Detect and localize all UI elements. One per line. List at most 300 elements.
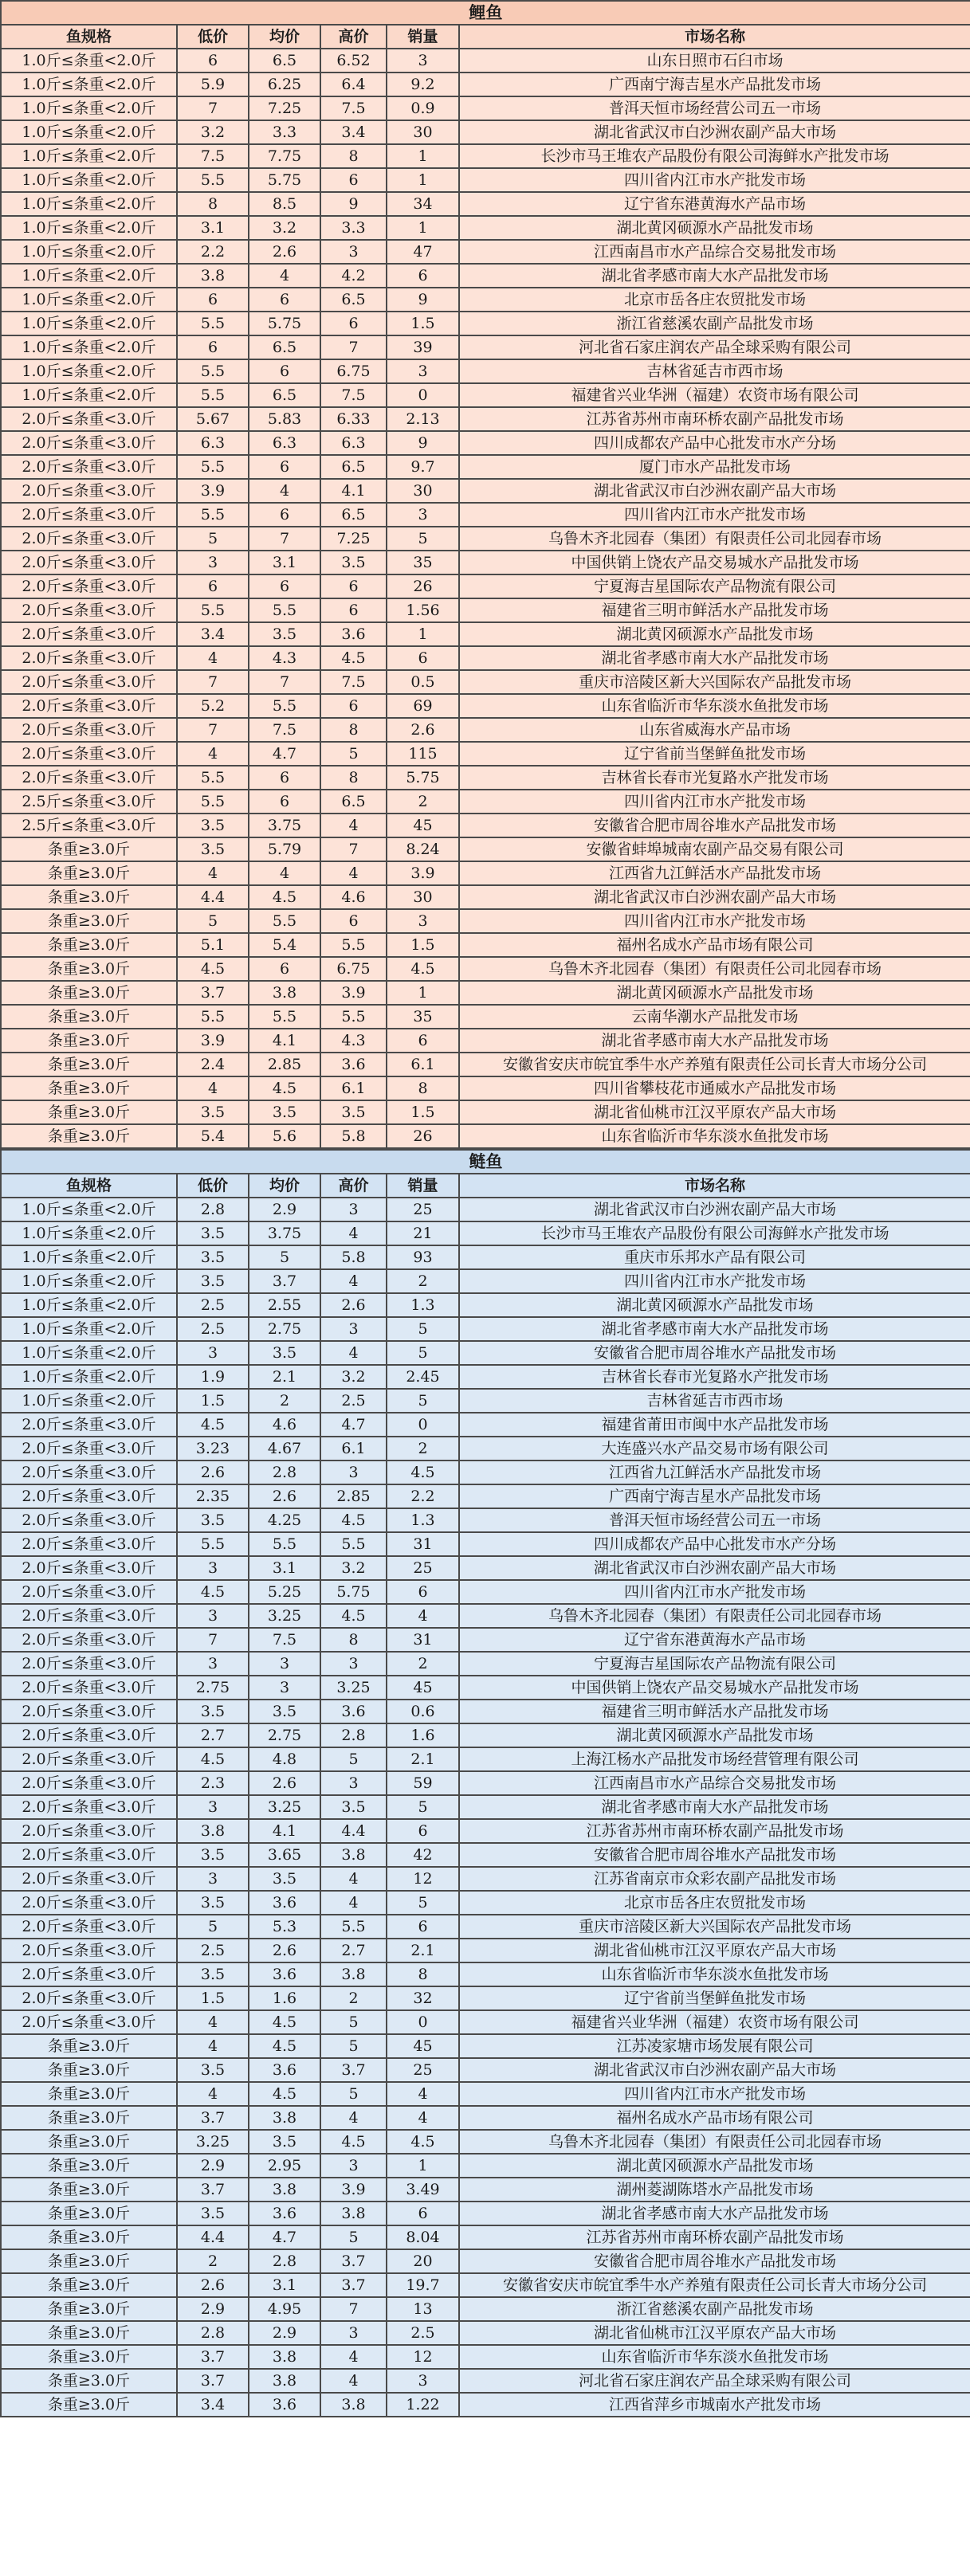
table-cell: 4 (177, 646, 249, 670)
table-cell: 5.6 (249, 1124, 320, 1148)
table-cell: 1.56 (387, 598, 459, 622)
table-cell: 7 (177, 1628, 249, 1652)
table-cell: 重庆市涪陵区新大兴国际农产品批发市场 (459, 670, 970, 694)
table-cell: 3 (320, 2321, 387, 2345)
table-cell: 6 (249, 503, 320, 527)
table-cell: 吉林省延吉市西市场 (459, 1389, 970, 1413)
table-cell: 乌鲁木齐北园春（集团）有限责任公司北园春市场 (459, 1604, 970, 1628)
table-cell: 湖北省仙桃市江汉平原农产品大市场 (459, 2321, 970, 2345)
table-cell: 4.5 (320, 646, 387, 670)
table-cell: 93 (387, 1245, 459, 1269)
table-cell: 2.0斤≤条重<3.0斤 (1, 1915, 177, 1939)
table-cell: 4 (320, 2106, 387, 2130)
table-cell: 4 (320, 2345, 387, 2369)
table-row (1, 1580, 970, 1604)
table-cell: 5.5 (177, 598, 249, 622)
table-row (1, 598, 970, 622)
table-cell: 0.5 (387, 670, 459, 694)
table-cell: 5.5 (249, 598, 320, 622)
table-cell: 1 (387, 2154, 459, 2178)
table-cell: 2.7 (177, 1723, 249, 1747)
table-cell: 广西南宁海吉星水产品批发市场 (459, 1484, 970, 1508)
table-cell: 5 (177, 1915, 249, 1939)
table-row (1, 240, 970, 264)
table-cell: 山东日照市石臼市场 (459, 49, 970, 73)
table-cell: 5.3 (249, 1915, 320, 1939)
table-cell: 3.4 (320, 120, 387, 144)
table-cell: 26 (387, 574, 459, 598)
table-cell: 湖北省武汉市白沙洲农副产品大市场 (459, 120, 970, 144)
table-cell: 3.25 (249, 1604, 320, 1628)
table-cell: 2.0斤≤条重<3.0斤 (1, 1939, 177, 1962)
table-row (1, 2345, 970, 2369)
table-cell: 2.6 (249, 1939, 320, 1962)
table-cell: 安徽省安庆市皖宜季牛水产养殖有限责任公司长青大市场分公司 (459, 1053, 970, 1076)
table-cell: 5 (177, 909, 249, 933)
table-cell: 1.6 (249, 1986, 320, 2010)
table-row (1, 1700, 970, 1723)
table-cell: 4.4 (320, 1819, 387, 1843)
table-cell: 2.8 (177, 1198, 249, 1221)
table-row (1, 2225, 970, 2249)
table-cell: 4 (249, 479, 320, 503)
table-row (1, 503, 970, 527)
table-cell: 上海江杨水产品批发市场经营管理有限公司 (459, 1747, 970, 1771)
table-cell: 4.5 (249, 2082, 320, 2106)
table-cell: 2.1 (387, 1747, 459, 1771)
table-cell: 4.5 (177, 957, 249, 981)
table-cell: 2.8 (320, 1723, 387, 1747)
table-cell: 5.75 (387, 766, 459, 790)
table-cell: 3.4 (177, 2393, 249, 2417)
table-row (1, 861, 970, 885)
table-cell: 3.5 (177, 814, 249, 837)
table-cell: 4 (177, 1076, 249, 1100)
table-cell: 1.0斤≤条重<2.0斤 (1, 359, 177, 383)
table-cell: 乌鲁木齐北园春（集团）有限责任公司北园春市场 (459, 2130, 970, 2154)
table-cell: 8 (320, 718, 387, 742)
table-cell: 条重≥3.0斤 (1, 2249, 177, 2273)
table-cell: 8 (320, 1628, 387, 1652)
table-cell: 6 (387, 2202, 459, 2225)
table-row (1, 1293, 970, 1317)
table-cell: 4.5 (177, 1747, 249, 1771)
table-cell: 4.5 (177, 1580, 249, 1604)
table-cell: 2 (177, 2249, 249, 2273)
table-cell: 2.5斤≤条重<3.0斤 (1, 790, 177, 814)
table-row (1, 73, 970, 96)
table-cell: 条重≥3.0斤 (1, 861, 177, 885)
table-cell: 2.95 (249, 2154, 320, 2178)
table-cell: 湖北黄冈硕源水产品批发市场 (459, 216, 970, 240)
table-cell: 8.24 (387, 837, 459, 861)
header-row (1, 1174, 970, 1198)
table-cell: 2.0斤≤条重<3.0斤 (1, 766, 177, 790)
table-cell: 3.25 (177, 2130, 249, 2154)
table-cell: 2.0斤≤条重<3.0斤 (1, 598, 177, 622)
table-cell: 2.0斤≤条重<3.0斤 (1, 574, 177, 598)
table-row (1, 216, 970, 240)
table-row (1, 144, 970, 168)
table-cell: 3.1 (249, 1556, 320, 1580)
table-cell: 2.6 (249, 1484, 320, 1508)
table-cell: 3.1 (249, 2273, 320, 2297)
table-cell: 47 (387, 240, 459, 264)
table-cell: 2.0斤≤条重<3.0斤 (1, 1891, 177, 1915)
table-row (1, 1891, 970, 1915)
table-cell: 2.5 (387, 2321, 459, 2345)
table-cell: 四川省内江市水产批发市场 (459, 503, 970, 527)
table-row (1, 1628, 970, 1652)
table-cell: 3.5 (177, 837, 249, 861)
table-row (1, 1341, 970, 1365)
table-cell: 3.8 (249, 2106, 320, 2130)
table-cell: 3 (320, 240, 387, 264)
table-cell: 19.7 (387, 2273, 459, 2297)
table-cell: 湖北省武汉市白沙洲农副产品大市场 (459, 885, 970, 909)
table-cell: 1.0斤≤条重<2.0斤 (1, 144, 177, 168)
table-row (1, 2178, 970, 2202)
table-cell: 3.9 (177, 1029, 249, 1053)
table-row (1, 455, 970, 479)
table-cell: 1.5 (387, 312, 459, 335)
table-cell: 45 (387, 814, 459, 837)
table-cell: 1.0斤≤条重<2.0斤 (1, 1198, 177, 1221)
table-cell: 重庆市乐邦水产品有限公司 (459, 1245, 970, 1269)
table-cell: 湖北省孝感市南大水产品批发市场 (459, 2202, 970, 2225)
table-cell: 浙江省慈溪农副产品批发市场 (459, 312, 970, 335)
table-cell: 河北省石家庄润农产品全球采购有限公司 (459, 335, 970, 359)
table-cell: 3.8 (249, 2178, 320, 2202)
table-cell: 7 (177, 718, 249, 742)
table-cell: 4 (320, 814, 387, 837)
table-cell: 6 (320, 168, 387, 192)
table-row (1, 1484, 970, 1508)
table-cell: 6 (177, 335, 249, 359)
table-cell: 四川省内江市水产批发市场 (459, 2082, 970, 2106)
table-cell: 35 (387, 1005, 459, 1029)
table-row (1, 2297, 970, 2321)
table-cell: 2.9 (249, 1198, 320, 1221)
table-cell: 2 (249, 1389, 320, 1413)
table-cell: 5.2 (177, 694, 249, 718)
table-row (1, 312, 970, 335)
table-cell: 1.3 (387, 1508, 459, 1532)
table-cell: 7.25 (249, 96, 320, 120)
table-row (1, 670, 970, 694)
table-cell: 2 (387, 1437, 459, 1461)
table-cell: 5 (177, 527, 249, 551)
table-cell: 4 (177, 2034, 249, 2058)
table-row (1, 1076, 970, 1100)
table-cell: 3 (177, 551, 249, 574)
table-cell: 4.6 (320, 885, 387, 909)
table-cell: 2.8 (249, 2249, 320, 2273)
table-cell: 5.9 (177, 73, 249, 96)
table-cell: 四川省内江市水产批发市场 (459, 1580, 970, 1604)
table-row (1, 1053, 970, 1076)
table-cell: 2.0斤≤条重<3.0斤 (1, 527, 177, 551)
table-row (1, 1771, 970, 1795)
table-cell: 2.0斤≤条重<3.0斤 (1, 1843, 177, 1867)
table-row (1, 933, 970, 957)
table-cell: 2.0斤≤条重<3.0斤 (1, 1413, 177, 1437)
table-cell: 辽宁省前当堡鲜鱼批发市场 (459, 742, 970, 766)
table-cell: 20 (387, 2249, 459, 2273)
table-cell: 3.3 (320, 216, 387, 240)
table-cell: 6.1 (320, 1437, 387, 1461)
table-cell: 2.55 (249, 1293, 320, 1317)
table-cell: 条重≥3.0斤 (1, 933, 177, 957)
table-cell: 2.6 (320, 1293, 387, 1317)
table-row (1, 1962, 970, 1986)
table-cell: 四川省内江市水产批发市场 (459, 909, 970, 933)
table-cell: 3.75 (249, 814, 320, 837)
table-cell: 3 (387, 2369, 459, 2393)
table-cell: 4.5 (387, 957, 459, 981)
table-row (1, 431, 970, 455)
table-cell: 5.25 (249, 1580, 320, 1604)
table-cell: 3.6 (249, 2393, 320, 2417)
table-cell: 长沙市马王堆农产品股份有限公司海鲜水产批发市场 (459, 144, 970, 168)
table-cell: 3.7 (177, 2178, 249, 2202)
table-cell: 7.5 (320, 383, 387, 407)
table-row (1, 1317, 970, 1341)
table-cell: 5.1 (177, 933, 249, 957)
table-cell: 福州名成水产品市场有限公司 (459, 933, 970, 957)
table-cell: 4 (320, 1269, 387, 1293)
table-cell: 条重≥3.0斤 (1, 2297, 177, 2321)
table-cell: 6.5 (249, 335, 320, 359)
table-cell: 4 (387, 1604, 459, 1628)
table-cell: 6.5 (320, 455, 387, 479)
table-cell: 5.5 (177, 1532, 249, 1556)
table-cell: 7 (249, 527, 320, 551)
table-cell: 湖北黄冈硕源水产品批发市场 (459, 622, 970, 646)
table-cell: 7.75 (249, 144, 320, 168)
table-cell: 4 (320, 1867, 387, 1891)
table-cell: 3.2 (249, 216, 320, 240)
table-cell: 3.4 (177, 622, 249, 646)
table-cell: 3.6 (249, 2202, 320, 2225)
table-cell: 3.8 (320, 2393, 387, 2417)
table-row (1, 2273, 970, 2297)
table-cell: 4 (177, 861, 249, 885)
table-cell: 条重≥3.0斤 (1, 1124, 177, 1148)
table-cell: 2.0斤≤条重<3.0斤 (1, 1461, 177, 1484)
table-cell: 1 (387, 981, 459, 1005)
table-row (1, 1198, 970, 1221)
table-cell: 1.0斤≤条重<2.0斤 (1, 1293, 177, 1317)
section-title-row (1, 1150, 970, 1174)
table-cell: 3.5 (177, 1700, 249, 1723)
table-cell: 2.0斤≤条重<3.0斤 (1, 431, 177, 455)
column-header: 均价 (249, 1174, 320, 1198)
table-cell: 3.6 (320, 622, 387, 646)
table-cell: 4.5 (177, 1413, 249, 1437)
table-cell: 5.8 (320, 1245, 387, 1269)
table-cell: 3.5 (249, 1700, 320, 1723)
table-cell: 1.5 (387, 1100, 459, 1124)
table-cell: 7 (320, 2297, 387, 2321)
table-row (1, 49, 970, 73)
table-cell: 安徽省合肥市周谷堆水产品批发市场 (459, 814, 970, 837)
table-cell: 3.8 (320, 2202, 387, 2225)
table-cell: 条重≥3.0斤 (1, 981, 177, 1005)
table-cell: 四川省攀枝花市通威水产品批发市场 (459, 1076, 970, 1100)
table-cell: 条重≥3.0斤 (1, 2225, 177, 2249)
table-cell: 4.95 (249, 2297, 320, 2321)
table-row (1, 1867, 970, 1891)
table-row (1, 1819, 970, 1843)
table-cell: 5.5 (177, 503, 249, 527)
table-cell: 湖北省孝感市南大水产品批发市场 (459, 1317, 970, 1341)
table-cell: 0.9 (387, 96, 459, 120)
table-cell: 宁夏海吉星国际农产品物流有限公司 (459, 574, 970, 598)
table-cell: 4.5 (249, 1076, 320, 1100)
table-cell: 6.52 (320, 49, 387, 73)
table-cell: 厦门市水产品批发市场 (459, 455, 970, 479)
table-cell: 7.25 (320, 527, 387, 551)
table-cell: 2.0斤≤条重<3.0斤 (1, 479, 177, 503)
table-row (1, 2058, 970, 2082)
table-cell: 6.1 (320, 1076, 387, 1100)
table-cell: 3.75 (249, 1221, 320, 1245)
table-cell: 6.1 (387, 1053, 459, 1076)
table-cell: 3.8 (320, 1962, 387, 1986)
table-cell: 2.0斤≤条重<3.0斤 (1, 1771, 177, 1795)
table-row (1, 1915, 970, 1939)
table-cell: 2.0斤≤条重<3.0斤 (1, 1986, 177, 2010)
table-cell: 4.3 (320, 1029, 387, 1053)
section-title: 鲢鱼 (1, 1150, 970, 1174)
table-cell: 2.0斤≤条重<3.0斤 (1, 1676, 177, 1700)
table-cell: 3.5 (249, 1867, 320, 1891)
table-cell: 2.9 (177, 2154, 249, 2178)
table-cell: 2.9 (177, 2297, 249, 2321)
table-cell: 3.5 (177, 2202, 249, 2225)
table-cell: 9.7 (387, 455, 459, 479)
table-cell: 6 (177, 288, 249, 312)
table-cell: 2.6 (249, 1771, 320, 1795)
table-row (1, 192, 970, 216)
table-row (1, 1676, 970, 1700)
table-cell: 4.5 (249, 2010, 320, 2034)
table-cell: 3.2 (177, 120, 249, 144)
header-row (1, 25, 970, 49)
table-cell: 2.6 (177, 2273, 249, 2297)
table-cell: 5 (320, 2034, 387, 2058)
table-cell: 1.0斤≤条重<2.0斤 (1, 288, 177, 312)
column-header: 销量 (387, 1174, 459, 1198)
table-cell: 1.5 (177, 1986, 249, 2010)
table-cell: 2.8 (249, 1461, 320, 1484)
table-cell: 5.75 (320, 1580, 387, 1604)
table-cell: 3.3 (249, 120, 320, 144)
table-cell: 5.4 (249, 933, 320, 957)
table-cell: 2.85 (249, 1053, 320, 1076)
table-cell: 湖北黄冈硕源水产品批发市场 (459, 2154, 970, 2178)
table-cell: 福建省三明市鲜活水产品批发市场 (459, 598, 970, 622)
table-cell: 5.5 (177, 383, 249, 407)
table-cell: 条重≥3.0斤 (1, 2393, 177, 2417)
table-cell: 湖北省武汉市白沙洲农副产品大市场 (459, 2058, 970, 2082)
table-cell: 2.4 (177, 1053, 249, 1076)
table-cell: 2.0斤≤条重<3.0斤 (1, 1556, 177, 1580)
table-cell: 1.0斤≤条重<2.0斤 (1, 240, 177, 264)
table-cell: 普洱天恒市场经营公司五一市场 (459, 96, 970, 120)
table-cell: 4 (320, 1221, 387, 1245)
table-row (1, 288, 970, 312)
table-cell: 7 (320, 837, 387, 861)
table-cell: 条重≥3.0斤 (1, 2345, 177, 2369)
table-cell: 2.0斤≤条重<3.0斤 (1, 551, 177, 574)
table-cell: 6.5 (320, 503, 387, 527)
table-cell: 江苏凌家塘市场发展有限公司 (459, 2034, 970, 2058)
table-cell: 湖北黄冈硕源水产品批发市场 (459, 981, 970, 1005)
table-cell: 福建省兴业华洲（福建）农资市场有限公司 (459, 2010, 970, 2034)
table-cell: 3 (177, 1556, 249, 1580)
table-cell: 5.75 (249, 168, 320, 192)
table-cell: 2.13 (387, 407, 459, 431)
table-cell: 12 (387, 2345, 459, 2369)
table-row (1, 335, 970, 359)
table-cell: 湖北省武汉市白沙洲农副产品大市场 (459, 479, 970, 503)
table-cell: 2.75 (177, 1676, 249, 1700)
table-cell: 3.9 (387, 861, 459, 885)
table-cell: 5.5 (177, 455, 249, 479)
table-cell: 7 (177, 670, 249, 694)
table-row (1, 383, 970, 407)
table-cell: 5.5 (320, 1532, 387, 1556)
table-cell: 3.25 (249, 1795, 320, 1819)
table-cell: 6 (320, 694, 387, 718)
table-cell: 1 (387, 144, 459, 168)
table-cell: 25 (387, 1198, 459, 1221)
table-row (1, 1029, 970, 1053)
table-row (1, 766, 970, 790)
table-cell: 3.7 (249, 1269, 320, 1293)
table-cell: 3.8 (320, 1843, 387, 1867)
table-row (1, 1508, 970, 1532)
table-cell: 四川成都农产品中心批发市水产分场 (459, 1532, 970, 1556)
column-header: 高价 (320, 1174, 387, 1198)
table-cell: 5 (320, 2225, 387, 2249)
table-row (1, 1245, 970, 1269)
table-cell: 重庆市涪陵区新大兴国际农产品批发市场 (459, 1915, 970, 1939)
table-cell: 1.0斤≤条重<2.0斤 (1, 383, 177, 407)
table-row (1, 574, 970, 598)
table-cell: 3.6 (320, 1053, 387, 1076)
table-row (1, 1365, 970, 1389)
table-cell: 2.0斤≤条重<3.0斤 (1, 1819, 177, 1843)
table-cell: 2.0斤≤条重<3.0斤 (1, 1508, 177, 1532)
table-row (1, 2106, 970, 2130)
table-cell: 5.5 (249, 909, 320, 933)
table-cell: 7 (320, 335, 387, 359)
table-cell: 条重≥3.0斤 (1, 2082, 177, 2106)
table-cell: 6 (249, 790, 320, 814)
table-cell: 5.5 (249, 1005, 320, 1029)
table-cell: 9 (320, 192, 387, 216)
table-cell: 5.5 (177, 359, 249, 383)
table-row (1, 264, 970, 288)
table-cell: 乌鲁木齐北园春（集团）有限责任公司北园春市场 (459, 957, 970, 981)
table-cell: 4.4 (177, 2225, 249, 2249)
table-row (1, 1532, 970, 1556)
table-cell: 3.49 (387, 2178, 459, 2202)
table-cell: 5.67 (177, 407, 249, 431)
